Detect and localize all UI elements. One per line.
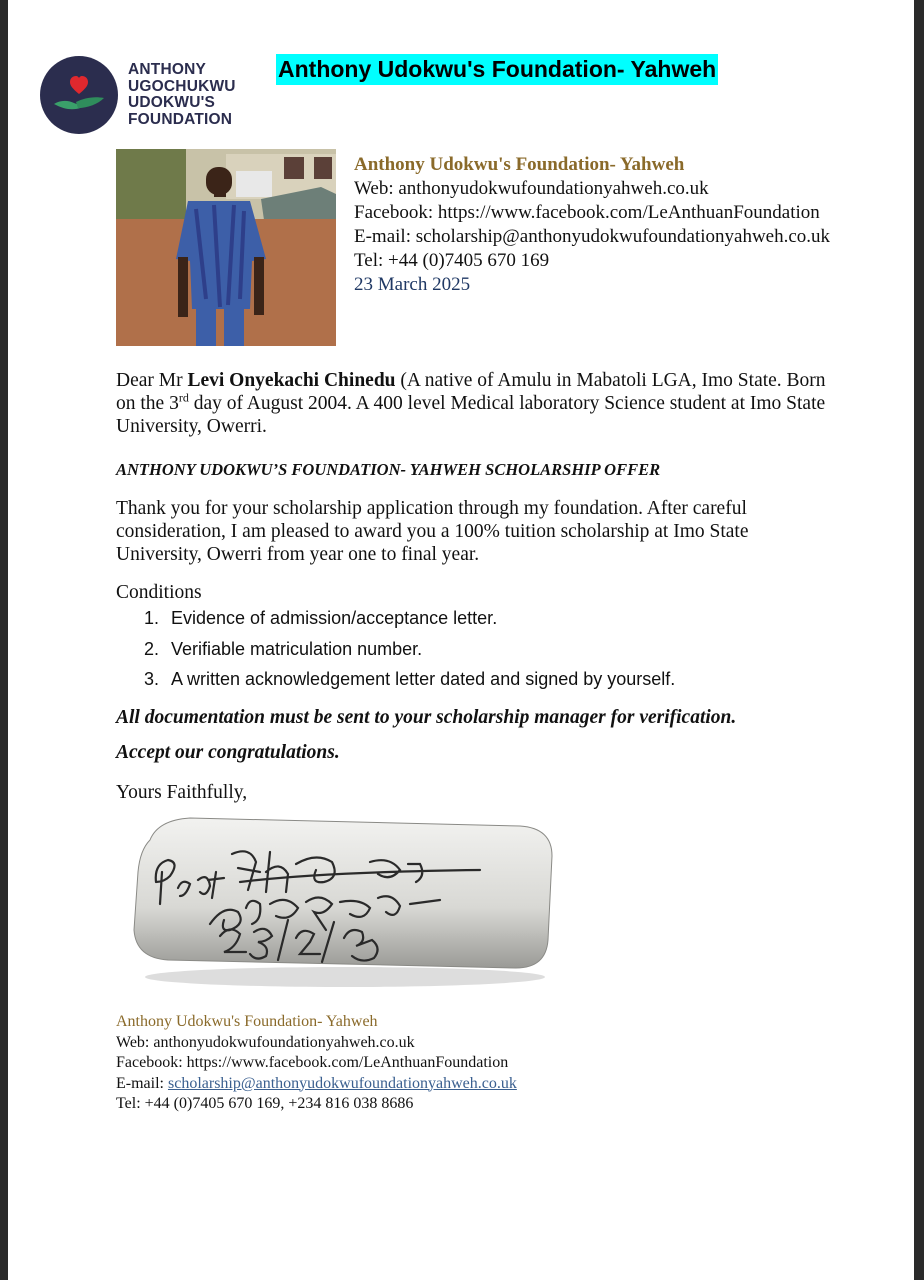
footer-tel: Tel: +44 (0)7405 670 169, +234 816 038 8686	[116, 1095, 414, 1112]
letter-page	[8, 0, 914, 1280]
footer-contact-block	[116, 1012, 517, 1115]
condition-item	[144, 604, 675, 635]
condition-item	[144, 665, 675, 696]
condition-number: 2.	[144, 638, 160, 659]
offer-paragraph: Thank you for your scholarship application through my foundation. After careful consideration, I am pleased to award you a 100% tuition scholarship at Imo State University, Owerri from year one to final year.	[116, 498, 749, 565]
logo-wordmark	[128, 62, 236, 128]
condition-text: Evidence of admission/acceptance letter.	[171, 608, 498, 628]
logo-line: UDOKWU'S	[128, 94, 216, 111]
ordinal-suffix: rd	[178, 390, 189, 405]
heart-hand-icon	[40, 56, 118, 134]
header-tel: Tel: +44 (0)7405 670 169	[354, 250, 550, 271]
congratulations: Accept our congratulations.	[116, 742, 340, 763]
conditions-title: Conditions	[116, 582, 202, 603]
signature-stamp	[120, 812, 560, 992]
conditions-list	[144, 604, 675, 696]
salutation	[116, 369, 836, 438]
footer-web: Web: anthonyudokwufoundationyahweh.co.uk	[116, 1033, 415, 1051]
header-org-name: Anthony Udokwu's Foundation- Yahweh	[354, 154, 685, 175]
salutation-details: (A native of Amulu in Mabatoli LGA, Imo State. Born on the 3	[116, 370, 826, 414]
offer-heading: ANTHONY UDOKWU’S FOUNDATION- YAHWEH SCHOLARSHIP OFFER	[116, 460, 661, 479]
footer-email-label: E-mail:	[116, 1074, 168, 1092]
condition-number: 1.	[144, 608, 160, 628]
recipient-name: Levi Onyekachi Chinedu	[187, 370, 396, 391]
header-web: Web: anthonyudokwufoundationyahweh.co.uk	[354, 178, 709, 199]
logo-line: UGOCHUKWU	[128, 77, 236, 95]
condition-number: 3.	[144, 669, 160, 689]
foundation-logo	[40, 56, 118, 134]
footer-email-link[interactable]: scholarship@anthonyudokwufoundationyahweh.co.uk	[167, 1074, 517, 1092]
closing: Yours Faithfully,	[116, 782, 248, 803]
letter-date: 23 March 2025	[354, 274, 471, 295]
condition-text: Verifiable matriculation number.	[171, 638, 423, 659]
condition-item	[144, 635, 675, 666]
salutation-prefix: Dear Mr	[116, 370, 188, 391]
footer-org-name: Anthony Udokwu's Foundation- Yahweh	[116, 1013, 378, 1030]
header-contact-block	[354, 153, 830, 297]
logo-line: ANTHONY	[128, 61, 207, 78]
header-facebook: Facebook: https://www.facebook.com/LeAnthuanFoundation	[354, 202, 820, 223]
banner-title: Anthony Udokwu's Foundation- Yahweh	[276, 54, 718, 85]
header-email: E-mail: scholarship@anthonyudokwufoundationyahweh.co.uk	[354, 226, 831, 247]
logo-line: FOUNDATION	[128, 110, 233, 128]
recipient-photo	[116, 149, 336, 346]
footer-email	[116, 1074, 517, 1095]
salutation-details-cont: day of August 2004. A 400 level Medical laboratory Science student at Imo State University, Owerri.	[116, 393, 826, 437]
footer-facebook: Facebook: https://www.facebook.com/LeAnthuanFoundation	[116, 1054, 509, 1071]
documentation-note: All documentation must be sent to your scholarship manager for verification.	[116, 707, 737, 728]
condition-text: A written acknowledgement letter dated and signed by yourself.	[171, 669, 676, 689]
